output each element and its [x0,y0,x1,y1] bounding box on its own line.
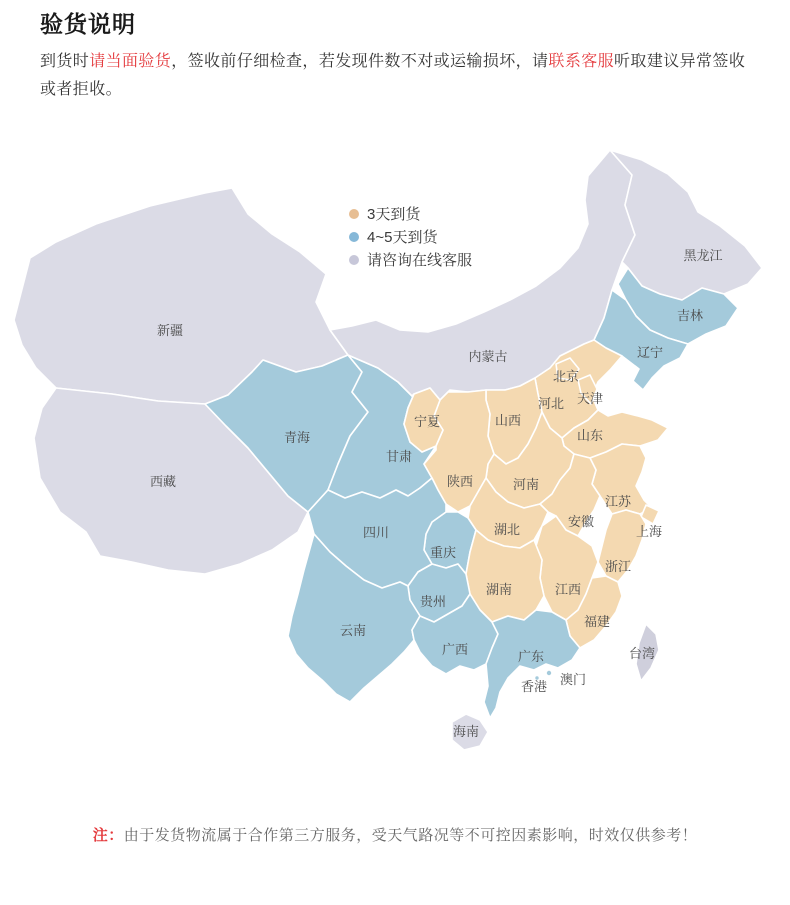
region-label-heilongjiang: 黑龙江 [683,248,723,263]
contact-service-link[interactable]: 联系客服 [548,53,615,70]
region-label-gansu: 甘肃 [385,449,413,464]
region-label-aomen: 澳门 [559,672,587,687]
province-guangdong [484,610,580,718]
region-label-guangxi: 广西 [441,642,469,657]
region-label-guangdong: 广东 [517,649,545,664]
desc-highlight-inspect: 请当面验货 [89,53,172,70]
legend-item-medium [349,225,472,248]
region-label-fujian: 福建 [583,614,611,629]
province-xianggang [546,670,552,676]
region-label-henan: 河南 [512,477,540,492]
map-legend [349,202,472,271]
region-label-shanghai: 上海 [635,524,663,539]
desc-segment-2: ，签收前仔细检查，若发现件数不对或运输损坏，请 [171,53,549,70]
legend-label-consult: 请咨询在线客服 [367,252,473,269]
legend-item-fast [349,202,472,225]
legend-dot-consult-icon [349,255,359,265]
desc-segment-3: 听取建议异常签收或者拒收。 [40,53,746,98]
region-label-zhejiang: 浙江 [604,559,632,574]
region-label-yunnan: 云南 [339,623,367,638]
region-label-hubei: 湖北 [493,522,521,537]
legend-item-consult [349,248,472,271]
region-label-jiangsu: 江苏 [604,494,632,509]
note-text: 由于发货物流属于合作第三方服务，受天气路况等不可控因素影响，时效仅供参考！ [123,827,698,844]
footer-note [0,824,790,845]
region-label-shandong: 山东 [576,428,604,443]
region-label-qinghai: 青海 [283,430,311,445]
region-label-liaoning: 辽宁 [636,345,664,360]
region-label-sichuan: 四川 [362,525,390,540]
region-label-hebei: 河北 [537,396,565,411]
region-label-hainan: 海南 [452,724,480,739]
legend-label-medium: 4~5天到货 [367,229,438,246]
region-label-shaanxi: 陕西 [446,474,474,489]
region-label-beijing: 北京 [552,369,580,384]
legend-dot-medium-icon [349,232,359,242]
page-title: 验货说明 [40,11,136,37]
region-label-xizang: 西藏 [149,474,177,489]
region-label-hunan: 湖南 [485,582,513,597]
region-label-jilin: 吉林 [676,308,704,323]
region-label-neimenggu: 内蒙古 [468,349,508,364]
note-prefix: 注： [92,827,124,844]
region-label-ningxia: 宁夏 [413,414,441,429]
legend-dot-fast-icon [349,209,359,219]
region-label-jiangxi: 江西 [554,582,582,597]
region-label-anhui: 安徽 [567,514,595,529]
region-label-xianggang: 香港 [520,679,548,694]
inspection-description [40,48,756,104]
region-label-xinjiang: 新疆 [156,323,184,338]
region-label-shanxi: 山西 [494,413,522,428]
region-label-taiwan: 台湾 [628,646,656,661]
region-label-tianjin: 天津 [576,391,604,406]
legend-label-fast: 3天到货 [367,206,421,223]
region-label-guizhou: 贵州 [419,594,447,609]
region-label-chongqing: 重庆 [429,545,457,560]
desc-segment-1: 到货时 [40,53,90,70]
